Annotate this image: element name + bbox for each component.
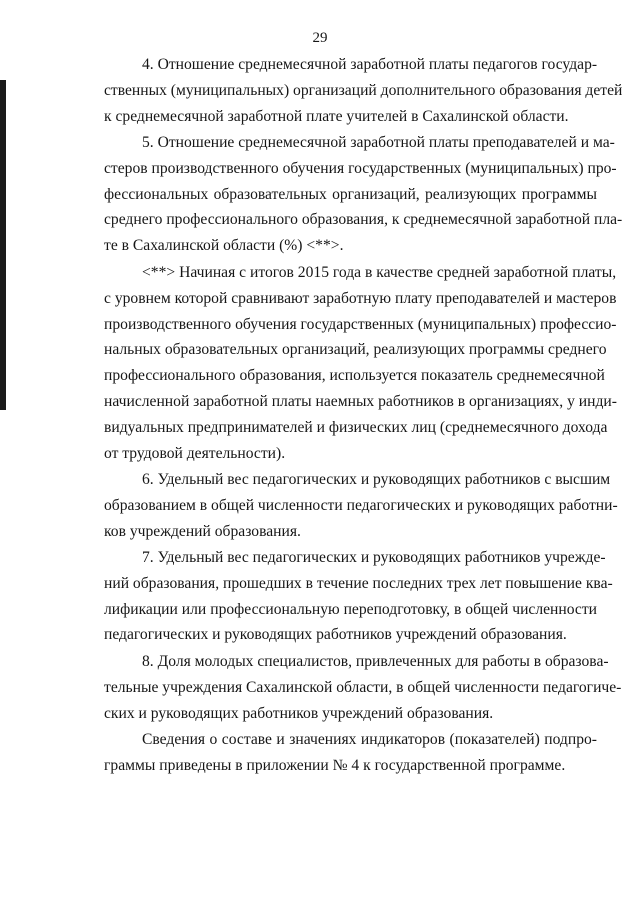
text-paragraph-9 — [104, 727, 597, 779]
text-line: профессионального образования, используется показатель среднемесячной — [104, 367, 605, 385]
footnote-paragraph — [104, 260, 617, 466]
text-line: начисленной заработной платы наемных работников в организациях, у инди- — [104, 392, 617, 410]
text-paragraph-4 — [104, 52, 623, 129]
text-line: видуальных предпринимателей и физических лиц (среднемесячного дохода — [104, 418, 608, 436]
text-line: фессиональных образовательных организаций, реализующих программы — [104, 185, 597, 203]
text-line: 5. Отношение среднемесячной заработной платы преподавателей и ма- — [142, 134, 615, 151]
text-line: от трудовой деятельности). — [104, 444, 286, 462]
text-paragraph-8 — [104, 649, 622, 726]
text-line: стеров производственного обучения государственных (муниципальных) про- — [104, 159, 617, 177]
text-line: производственного обучения государственных (муниципальных) профессио- — [104, 315, 617, 333]
page-number: 29 — [312, 30, 328, 46]
text-line: ственных (муниципальных) организаций дополнительного образования детей — [104, 81, 623, 99]
text-line: те в Сахалинской области (%) <**>. — [104, 237, 344, 255]
text-line: 6. Удельный вес педагогических и руководящих работников с высшим — [142, 471, 611, 488]
text-line: ских и руководящих работников учреждений образования. — [104, 704, 494, 722]
text-line: граммы приведены в приложении № 4 к государственной программе. — [104, 756, 566, 774]
text-line: ков учреждений образования. — [104, 522, 301, 540]
text-paragraph-7 — [104, 545, 613, 648]
text-line: <**> Начиная с итогов 2015 года в качестве средней заработной платы, — [142, 264, 617, 281]
text-line: нальных образовательных организаций, реализующих программы среднего — [104, 341, 607, 359]
text-line: среднего профессионального образования, к среднемесячной заработной пла- — [104, 211, 623, 229]
text-line: педагогических и руководящих работников учреждений образования. — [104, 626, 567, 644]
text-line: образованием в общей численности педагогических и руководящих работни- — [104, 496, 618, 514]
text-line: ний образования, прошедших в течение последних трех лет повышение ква- — [104, 574, 613, 592]
text-line: с уровнем которой сравнивают заработную плату преподавателей и мастеров — [104, 289, 617, 307]
text-paragraph-6 — [104, 467, 618, 544]
text-line: 8. Доля молодых специалистов, привлеченных для работы в образова- — [142, 653, 609, 670]
text-line: тельные учреждения Сахалинской области, в общей численности педагогиче- — [104, 678, 622, 696]
text-line: Сведения о составе и значениях индикаторов (показателей) подпро- — [142, 731, 597, 748]
text-paragraph-5 — [104, 130, 623, 259]
text-line: к среднемесячной заработной плате учителей в Сахалинской области. — [104, 107, 569, 125]
scan-edge-mark — [0, 80, 6, 410]
text-line: лификации или профессиональную переподготовку, в общей численности — [104, 600, 597, 618]
text-line: 7. Удельный вес педагогических и руководящих работников учрежде- — [142, 549, 606, 566]
text-line: 4. Отношение среднемесячной заработной платы педагогов государ- — [142, 56, 598, 73]
